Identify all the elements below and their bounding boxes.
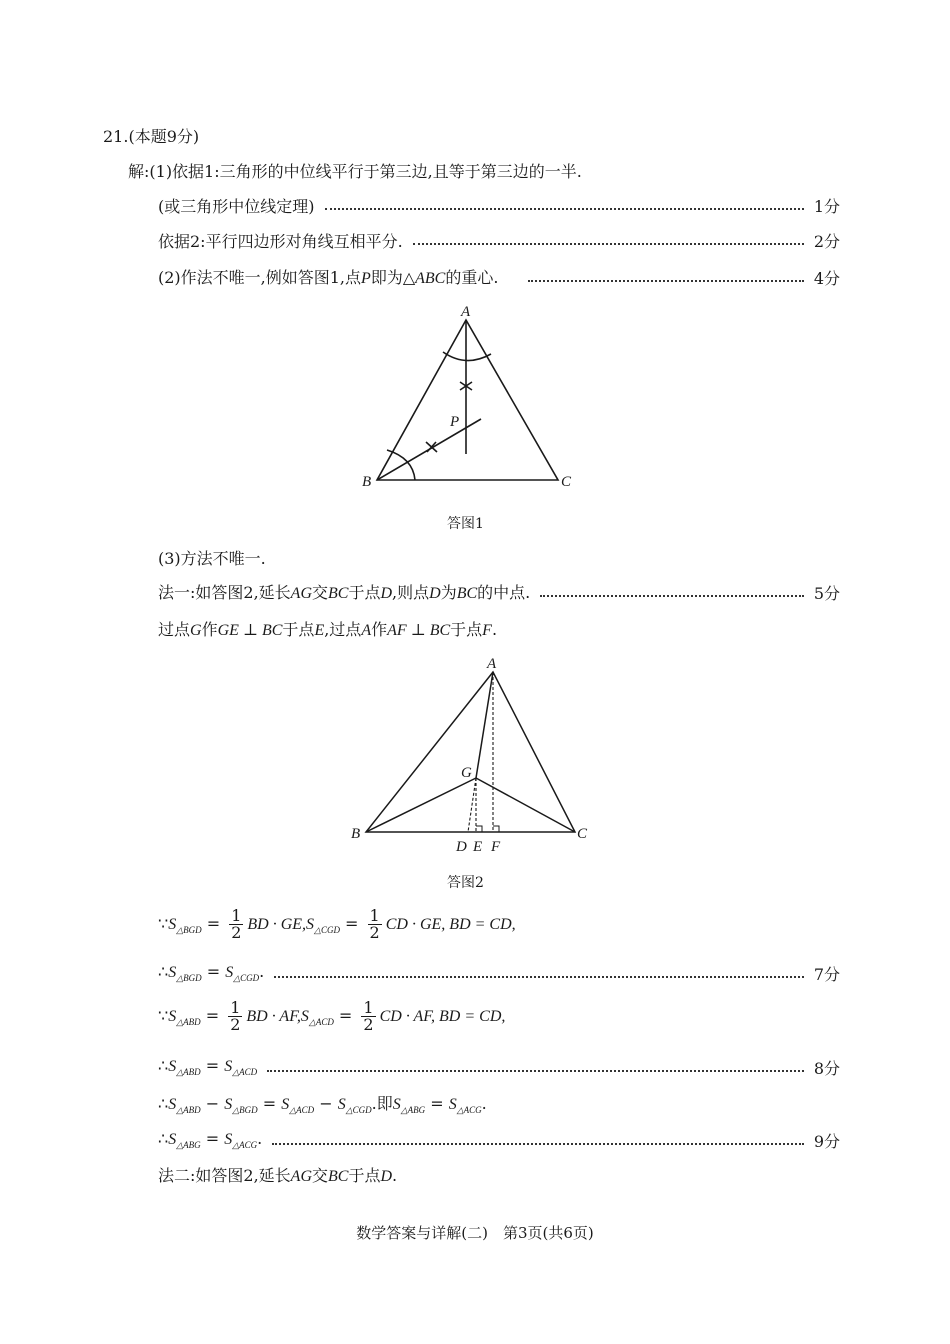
figure-1 [355, 300, 595, 500]
segment-cg [476, 778, 575, 832]
label-d: D [456, 839, 467, 855]
label-e: E [473, 839, 483, 855]
triangle-abc [377, 320, 558, 480]
score-label: 8分 [813, 1059, 840, 1078]
label-f: F [491, 839, 501, 855]
score-label: 2分 [813, 232, 840, 251]
equation-2: $\therefore S_{\triangle BGD} = S_{\triangle CGD}$. 7分 [158, 962, 840, 984]
score-label: 1分 [813, 197, 840, 216]
dot-leader [267, 1070, 804, 1072]
part3-line1: (3)方法不唯一. [158, 549, 266, 568]
label-a: A [461, 304, 471, 320]
segment-ag [476, 672, 493, 778]
right-angle-e [476, 826, 482, 832]
equation-1: $\because S_{\triangle BGD}$ = $\frac{1}{2}$ BD · $GE,S_{\triangle CGD}$ = $\frac{1}{2}$ CD · GE, BD = CD, [158, 906, 516, 942]
label-c: C [561, 474, 572, 490]
score-label: 5分 [813, 583, 840, 603]
equation-3: $\because S_{\triangle ABD}$ = $\frac{1}{2}$ BD · $AF,S_{\triangle ACD}$ = $\frac{1}{2}$ CD · AF, BD = CD, [158, 998, 506, 1034]
part2-line: (2)作法不唯一,例如答图1,点P即为△ABC的重心. 4分 [158, 268, 840, 288]
label-b: B [351, 826, 361, 842]
figure-1-caption: 答图1 [447, 516, 484, 532]
dot-leader [325, 208, 804, 210]
segment-bg [366, 778, 476, 832]
page-footer: 数学答案与详解(二) 第3页(共6页) [356, 1224, 594, 1242]
dot-leader [413, 243, 804, 245]
label-b: B [362, 474, 372, 490]
triangle-abc [366, 672, 575, 832]
question-header: 21.(本题9分) [103, 127, 200, 146]
label-c: C [577, 826, 588, 842]
score-label: 4分 [813, 268, 840, 288]
equation-6: $\therefore S_{\triangle ABG} = S_{\triangle ACG}$. 9分 [158, 1129, 840, 1151]
method2-line1: 法二:如答图2,延长AG交BC于点D. [158, 1166, 398, 1185]
dot-leader [272, 1143, 804, 1145]
right-angle-f [493, 826, 499, 832]
figure-2 [340, 650, 610, 862]
dashed-gd [468, 778, 476, 832]
dot-leader [274, 976, 804, 978]
arc-at-a [443, 352, 491, 361]
part1-line3: 依据2:平行四边形对角线互相平分. 2分 [158, 232, 840, 251]
score-label: 7分 [813, 965, 840, 984]
dot-leader [540, 595, 804, 597]
part1-line2: (或三角形中位线定理) 1分 [158, 197, 840, 216]
part1-line1: 解:(1)依据1:三角形的中位线平行于第三边,且等于第三边的一半. [128, 162, 582, 181]
method1-line1: 法一:如答图2,延长AG交BC于点D,则点D为BC的中点. 5分 [158, 583, 840, 603]
label-a: A [487, 656, 497, 672]
dot-leader [528, 280, 803, 282]
score-label: 9分 [813, 1132, 840, 1151]
figure-2-caption: 答图2 [447, 875, 484, 891]
equation-5: $\therefore S_{\triangle ABD} - S_{\triangle BGD} = S_{\triangle ACD} - S_{\triangle CGD}$.即$S_{\triangle ABG} = S_{\triangle ACG}$. [158, 1094, 487, 1115]
method1-line2: 过点G作GE ⊥ BC于点E,过点A作AF ⊥ BC于点F. [158, 620, 498, 639]
label-g: G [461, 765, 472, 781]
label-p: P [450, 414, 460, 430]
equation-4: $\therefore S_{\triangle ABD} = S_{\triangle ACD}$ 8分 [158, 1056, 840, 1078]
